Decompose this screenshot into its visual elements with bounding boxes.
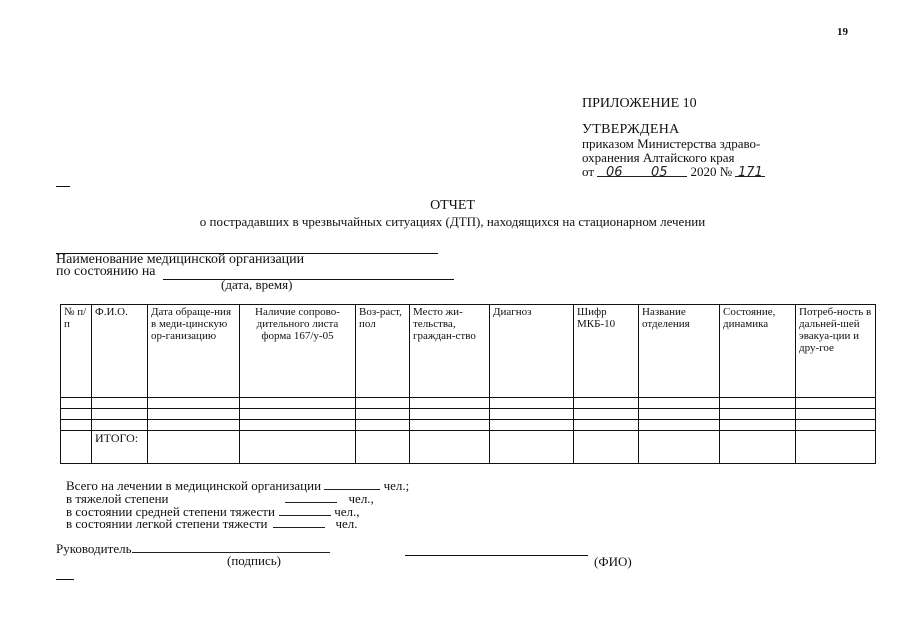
order-line-2: охранения Алтайского края <box>582 150 735 165</box>
organization-label: Наименование медицинской организации <box>56 252 305 267</box>
table-row[interactable] <box>61 409 876 420</box>
order-from: от <box>582 164 595 179</box>
order-month: 05 <box>650 165 668 180</box>
summary-mild <box>66 515 358 532</box>
summary-severe-label: в тяжелой степени <box>66 491 169 506</box>
order-number-field <box>735 164 765 180</box>
column-header: Наличие сопрово-дительного листа форма 167/у-05 <box>240 305 356 398</box>
order-day: 06 <box>605 165 623 180</box>
table-row[interactable] <box>61 398 876 409</box>
summary-total-label: Всего на лечении в медицинской организации <box>66 478 322 493</box>
column-header: Потреб-ность в дальней-шей эвакуа-ции и дру-гое <box>796 305 876 398</box>
summary-mild-unit: чел. <box>335 516 358 531</box>
column-header: Название отделения <box>639 305 720 398</box>
column-header: Воз-раст, пол <box>356 305 410 398</box>
appendix-label: ПРИЛОЖЕНИЕ 10 <box>582 96 697 111</box>
column-header: Дата обраще-ния в меди-цинскую ор-ганизацию <box>148 305 240 398</box>
order-month-field <box>631 164 687 180</box>
summary-moderate-label: в состоянии средней степени тяжести <box>66 504 275 519</box>
summary-severe-field[interactable] <box>285 490 337 503</box>
order-line-1: приказом Министерства здраво- <box>582 136 761 151</box>
as-of-label: по состоянию на <box>56 264 156 279</box>
signature-hint: (подпись) <box>227 553 281 568</box>
column-header: № п/п <box>61 305 92 398</box>
table-total-row <box>61 431 876 464</box>
report-title: ОТЧЕТ <box>430 198 475 213</box>
column-header: Диагноз <box>490 305 574 398</box>
column-header: Шифр МКБ-10 <box>574 305 639 398</box>
fio-field[interactable] <box>405 555 588 556</box>
report-table <box>60 304 876 464</box>
director-label: Руководитель <box>56 541 132 556</box>
as-of-field[interactable] <box>163 279 454 280</box>
column-header: Состояние, динамика <box>720 305 796 398</box>
table-row[interactable] <box>61 420 876 431</box>
as-of-hint: (дата, время) <box>221 277 293 292</box>
order-year: 2020 № <box>690 164 733 179</box>
left-margin-mark <box>56 186 70 187</box>
signature-field[interactable] <box>132 540 330 553</box>
order-number: 171 <box>738 165 763 180</box>
summary-mild-label: в состоянии легкой степени тяжести <box>66 516 268 531</box>
total-label: ИТОГО: <box>92 431 148 464</box>
approved-label: УТВЕРЖДЕНА <box>582 122 680 137</box>
summary-mild-field[interactable] <box>273 515 325 528</box>
director-line <box>56 540 330 557</box>
summary-moderate-unit: чел., <box>334 504 360 519</box>
order-day-field <box>597 164 631 180</box>
table-header-row <box>61 305 876 398</box>
bottom-margin-mark <box>56 579 74 580</box>
summary-severe-unit: чел., <box>348 491 374 506</box>
page-number: 19 <box>837 26 848 38</box>
report-subtitle: о пострадавших в чрезвычайных ситуациях (ДТП), находящихся на стационарном лечении <box>199 214 706 229</box>
summary-total-field[interactable] <box>324 477 380 490</box>
column-header: Ф.И.О. <box>92 305 148 398</box>
summary-total-unit: чел.; <box>383 478 410 493</box>
order-date-line <box>582 164 765 180</box>
column-header: Место жи-тельства, граждан-ство <box>410 305 490 398</box>
fio-hint: (ФИО) <box>594 554 632 569</box>
